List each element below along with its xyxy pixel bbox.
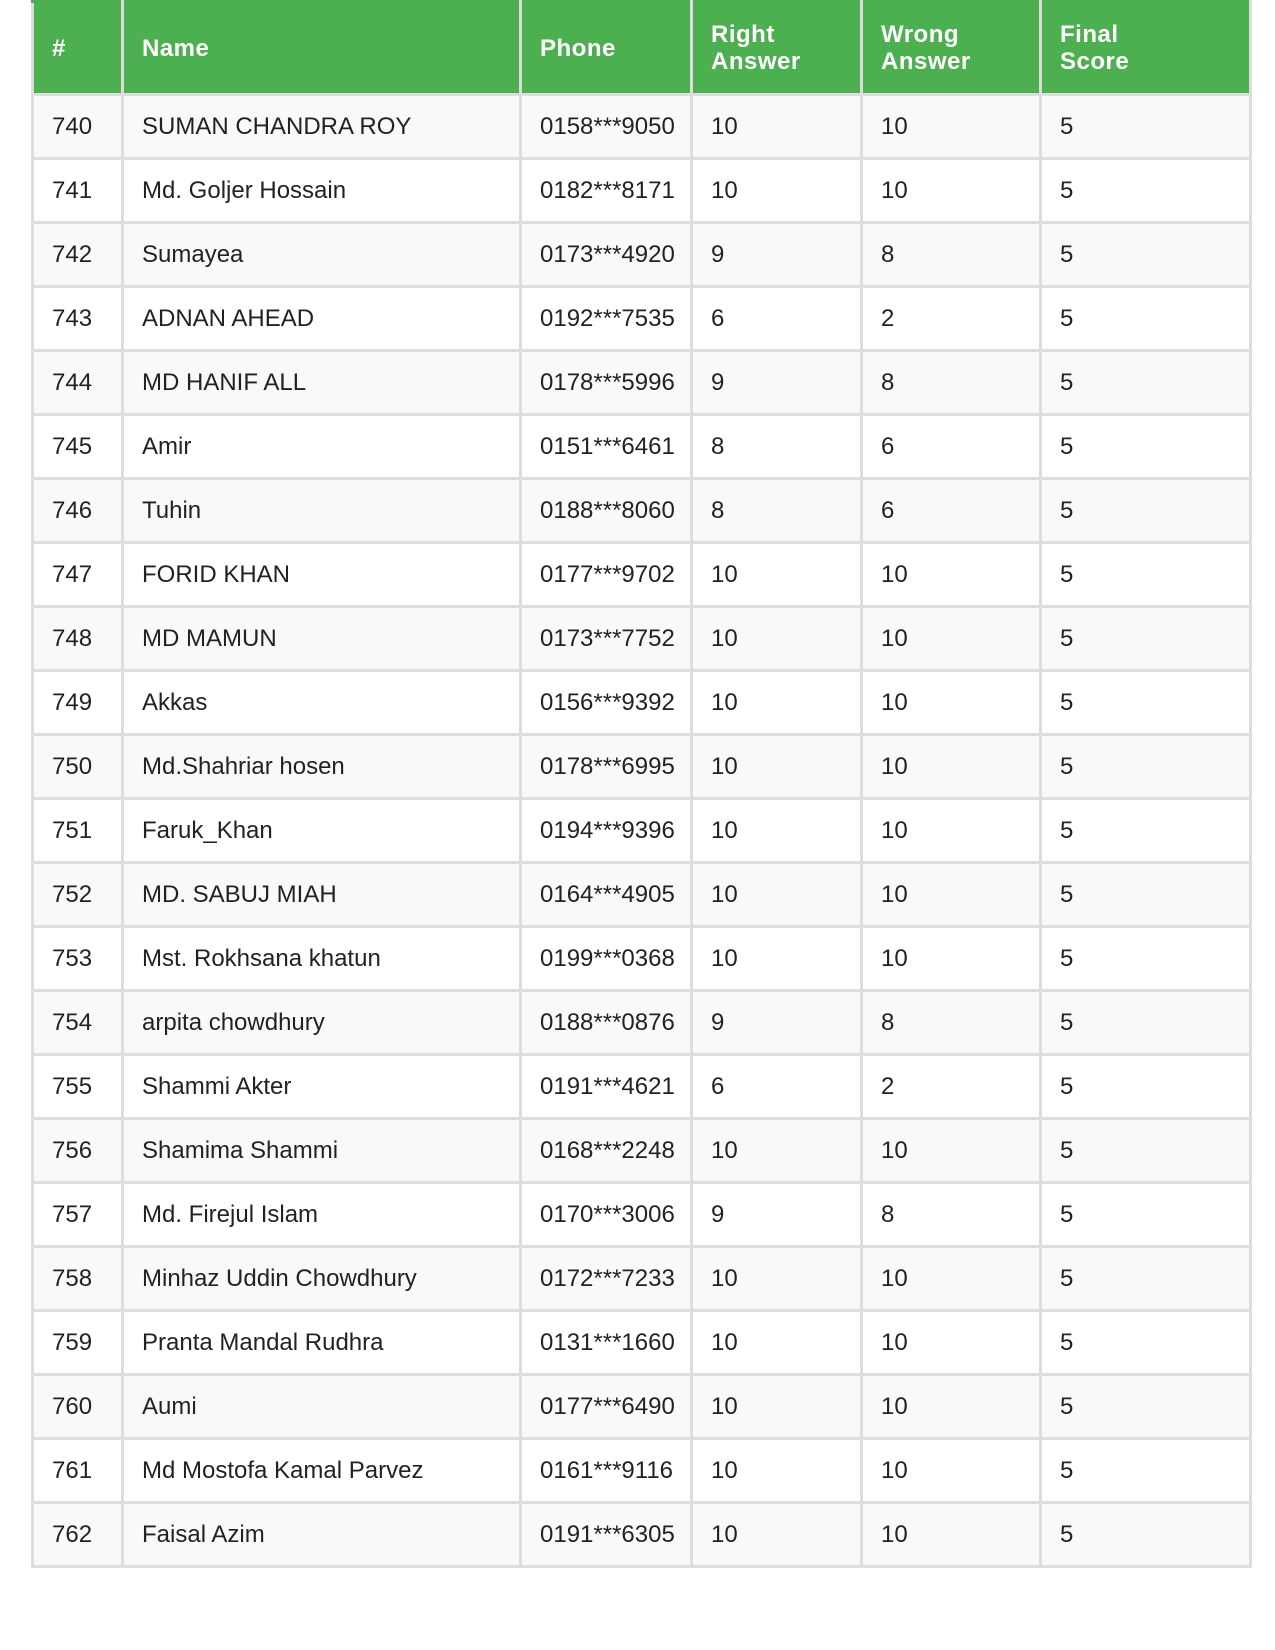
table-row (33, 991, 1251, 1055)
cell-name: Md Mostofa Kamal Parvez (123, 1439, 521, 1503)
cell-name: Pranta Mandal Rudhra (123, 1311, 521, 1375)
cell-wrong-answer: 10 (862, 863, 1041, 927)
column-header-phone: Phone (521, 2, 692, 95)
cell-wrong-answer: 8 (862, 991, 1041, 1055)
cell-index: 741 (33, 159, 123, 223)
table-row (33, 479, 1251, 543)
cell-right-answer: 10 (692, 1503, 862, 1567)
cell-final-score: 5 (1041, 607, 1251, 671)
cell-index: 762 (33, 1503, 123, 1567)
table-body (33, 95, 1251, 1567)
table-row (33, 1375, 1251, 1439)
cell-right-answer: 10 (692, 607, 862, 671)
cell-wrong-answer: 10 (862, 1247, 1041, 1311)
cell-wrong-answer: 10 (862, 1311, 1041, 1375)
cell-right-answer: 10 (692, 863, 862, 927)
cell-phone: 0170***3006 (521, 1183, 692, 1247)
cell-name: Shammi Akter (123, 1055, 521, 1119)
cell-right-answer: 6 (692, 1055, 862, 1119)
cell-phone: 0177***6490 (521, 1375, 692, 1439)
cell-wrong-answer: 10 (862, 1119, 1041, 1183)
cell-right-answer: 10 (692, 1439, 862, 1503)
cell-wrong-answer: 6 (862, 479, 1041, 543)
cell-name: Md.Shahriar hosen (123, 735, 521, 799)
cell-index: 756 (33, 1119, 123, 1183)
table-row (33, 1119, 1251, 1183)
table-header (33, 2, 1251, 95)
cell-phone: 0178***5996 (521, 351, 692, 415)
cell-name: arpita chowdhury (123, 991, 521, 1055)
cell-index: 753 (33, 927, 123, 991)
cell-index: 758 (33, 1247, 123, 1311)
cell-index: 749 (33, 671, 123, 735)
cell-name: Mst. Rokhsana khatun (123, 927, 521, 991)
cell-final-score: 5 (1041, 991, 1251, 1055)
cell-final-score: 5 (1041, 1311, 1251, 1375)
cell-name: Md. Firejul Islam (123, 1183, 521, 1247)
table-row (33, 1311, 1251, 1375)
table-row (33, 1183, 1251, 1247)
table-row (33, 543, 1251, 607)
cell-final-score: 5 (1041, 1439, 1251, 1503)
cell-phone: 0177***9702 (521, 543, 692, 607)
cell-final-score: 5 (1041, 1183, 1251, 1247)
cell-name: Shamima Shammi (123, 1119, 521, 1183)
cell-index: 752 (33, 863, 123, 927)
cell-index: 745 (33, 415, 123, 479)
cell-index: 748 (33, 607, 123, 671)
cell-wrong-answer: 10 (862, 607, 1041, 671)
table-row (33, 415, 1251, 479)
cell-wrong-answer: 10 (862, 543, 1041, 607)
cell-final-score: 5 (1041, 95, 1251, 159)
cell-right-answer: 10 (692, 95, 862, 159)
cell-final-score: 5 (1041, 1503, 1251, 1567)
cell-final-score: 5 (1041, 479, 1251, 543)
cell-phone: 0182***8171 (521, 159, 692, 223)
table-row (33, 799, 1251, 863)
cell-final-score: 5 (1041, 927, 1251, 991)
table-row (33, 1055, 1251, 1119)
cell-final-score: 5 (1041, 863, 1251, 927)
table-row (33, 95, 1251, 159)
cell-right-answer: 10 (692, 159, 862, 223)
table-row (33, 159, 1251, 223)
cell-final-score: 5 (1041, 287, 1251, 351)
table-row (33, 1247, 1251, 1311)
cell-phone: 0188***0876 (521, 991, 692, 1055)
cell-name: Akkas (123, 671, 521, 735)
cell-phone: 0188***8060 (521, 479, 692, 543)
cell-final-score: 5 (1041, 351, 1251, 415)
cell-right-answer: 8 (692, 415, 862, 479)
column-header-name: Name (123, 2, 521, 95)
cell-phone: 0191***6305 (521, 1503, 692, 1567)
cell-phone: 0164***4905 (521, 863, 692, 927)
cell-name: Md. Goljer Hossain (123, 159, 521, 223)
column-header-final-score: Final Score (1041, 2, 1251, 95)
table-row (33, 607, 1251, 671)
cell-wrong-answer: 10 (862, 1439, 1041, 1503)
cell-final-score: 5 (1041, 671, 1251, 735)
cell-right-answer: 10 (692, 1119, 862, 1183)
cell-phone: 0191***4621 (521, 1055, 692, 1119)
cell-index: 747 (33, 543, 123, 607)
cell-name: Aumi (123, 1375, 521, 1439)
cell-right-answer: 9 (692, 351, 862, 415)
cell-final-score: 5 (1041, 543, 1251, 607)
cell-wrong-answer: 8 (862, 1183, 1041, 1247)
cell-index: 754 (33, 991, 123, 1055)
cell-wrong-answer: 2 (862, 1055, 1041, 1119)
cell-right-answer: 6 (692, 287, 862, 351)
cell-right-answer: 9 (692, 223, 862, 287)
cell-final-score: 5 (1041, 159, 1251, 223)
column-header-index: # (33, 2, 123, 95)
cell-name: MD HANIF ALL (123, 351, 521, 415)
cell-wrong-answer: 10 (862, 671, 1041, 735)
cell-phone: 0199***0368 (521, 927, 692, 991)
cell-index: 760 (33, 1375, 123, 1439)
cell-index: 757 (33, 1183, 123, 1247)
cell-index: 761 (33, 1439, 123, 1503)
cell-phone: 0178***6995 (521, 735, 692, 799)
cell-name: Minhaz Uddin Chowdhury (123, 1247, 521, 1311)
results-table (31, 0, 1252, 1568)
table-row (33, 671, 1251, 735)
cell-name: FORID KHAN (123, 543, 521, 607)
cell-phone: 0158***9050 (521, 95, 692, 159)
cell-wrong-answer: 10 (862, 159, 1041, 223)
cell-wrong-answer: 10 (862, 1375, 1041, 1439)
cell-final-score: 5 (1041, 1119, 1251, 1183)
column-header-wrong-answer: Wrong Answer (862, 2, 1041, 95)
cell-phone: 0173***7752 (521, 607, 692, 671)
header-row (33, 2, 1251, 95)
cell-wrong-answer: 8 (862, 223, 1041, 287)
cell-wrong-answer: 10 (862, 799, 1041, 863)
table-row (33, 735, 1251, 799)
cell-index: 759 (33, 1311, 123, 1375)
cell-wrong-answer: 10 (862, 735, 1041, 799)
cell-phone: 0168***2248 (521, 1119, 692, 1183)
cell-right-answer: 9 (692, 991, 862, 1055)
cell-name: MD. SABUJ MIAH (123, 863, 521, 927)
cell-final-score: 5 (1041, 223, 1251, 287)
cell-wrong-answer: 8 (862, 351, 1041, 415)
cell-name: ADNAN AHEAD (123, 287, 521, 351)
cell-final-score: 5 (1041, 1055, 1251, 1119)
cell-wrong-answer: 2 (862, 287, 1041, 351)
cell-index: 746 (33, 479, 123, 543)
cell-wrong-answer: 10 (862, 95, 1041, 159)
table-row (33, 351, 1251, 415)
table-row (33, 223, 1251, 287)
cell-name: Sumayea (123, 223, 521, 287)
cell-name: SUMAN CHANDRA ROY (123, 95, 521, 159)
cell-phone: 0151***6461 (521, 415, 692, 479)
cell-wrong-answer: 6 (862, 415, 1041, 479)
table-row (33, 1439, 1251, 1503)
cell-final-score: 5 (1041, 1375, 1251, 1439)
cell-right-answer: 10 (692, 735, 862, 799)
cell-phone: 0156***9392 (521, 671, 692, 735)
cell-phone: 0172***7233 (521, 1247, 692, 1311)
cell-right-answer: 10 (692, 671, 862, 735)
cell-index: 743 (33, 287, 123, 351)
cell-phone: 0194***9396 (521, 799, 692, 863)
cell-final-score: 5 (1041, 735, 1251, 799)
cell-index: 740 (33, 95, 123, 159)
cell-right-answer: 10 (692, 1247, 862, 1311)
table-row (33, 1503, 1251, 1567)
cell-wrong-answer: 10 (862, 1503, 1041, 1567)
cell-index: 742 (33, 223, 123, 287)
cell-index: 744 (33, 351, 123, 415)
cell-index: 750 (33, 735, 123, 799)
cell-right-answer: 8 (692, 479, 862, 543)
cell-phone: 0192***7535 (521, 287, 692, 351)
cell-final-score: 5 (1041, 799, 1251, 863)
cell-right-answer: 10 (692, 543, 862, 607)
cell-phone: 0131***1660 (521, 1311, 692, 1375)
cell-right-answer: 10 (692, 1311, 862, 1375)
cell-index: 755 (33, 1055, 123, 1119)
cell-wrong-answer: 10 (862, 927, 1041, 991)
cell-name: MD MAMUN (123, 607, 521, 671)
cell-name: Faisal Azim (123, 1503, 521, 1567)
cell-final-score: 5 (1041, 415, 1251, 479)
cell-name: Amir (123, 415, 521, 479)
cell-right-answer: 9 (692, 1183, 862, 1247)
cell-final-score: 5 (1041, 1247, 1251, 1311)
cell-right-answer: 10 (692, 927, 862, 991)
table-row (33, 863, 1251, 927)
cell-name: Tuhin (123, 479, 521, 543)
table-row (33, 287, 1251, 351)
cell-right-answer: 10 (692, 799, 862, 863)
cell-phone: 0173***4920 (521, 223, 692, 287)
cell-index: 751 (33, 799, 123, 863)
cell-phone: 0161***9116 (521, 1439, 692, 1503)
column-header-right-answer: Right Answer (692, 2, 862, 95)
table-row (33, 927, 1251, 991)
cell-right-answer: 10 (692, 1375, 862, 1439)
cell-name: Faruk_Khan (123, 799, 521, 863)
